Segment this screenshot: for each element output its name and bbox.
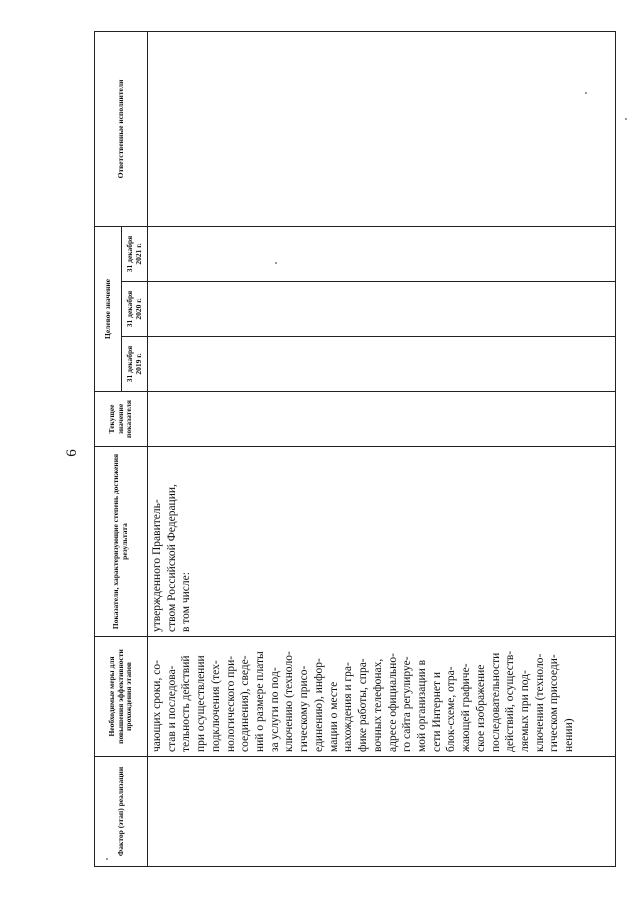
header-measures: Необходимые меры для повышения эффективности прохождения этапов bbox=[95, 637, 148, 757]
header-responsible: Ответственные исполнители bbox=[95, 31, 148, 226]
header-indicator: Показатели, характеризующие степень достижения результата bbox=[95, 447, 148, 637]
header-target-value: Целевое значение bbox=[95, 226, 122, 391]
cell-target-2020 bbox=[148, 282, 616, 337]
cell-factor bbox=[148, 757, 616, 867]
cell-responsible bbox=[148, 31, 616, 226]
cell-measures-text: чающих сроки, со- став и последова- тельность действий при осуществлении подключения (тех- нологического при- соединения), сведе- ний о размере платы за услуги по под- ключению (техноло- гическому присо- единению), инфор- мации о месте нахождения и гра- фике работы, спра- вочных телефонах, адресе официально- го сайта регулируе- мой организации в сети Интернет и блок-схеме, отра- жающей графиче- ское изображение последовательности действий, осуществ- ляемых при под- ключении (техноло- гическом присоеди- нении) bbox=[151, 650, 576, 752]
rotated-page-content bbox=[94, 32, 616, 867]
cell-current-value bbox=[148, 392, 616, 447]
header-target-2021: 31 декабря 2021 г. bbox=[122, 226, 148, 281]
header-target-2020: 31 декабря 2020 г. bbox=[122, 282, 148, 337]
results-table bbox=[94, 31, 616, 867]
cell-target-2021 bbox=[148, 226, 616, 281]
scan-speck bbox=[625, 118, 627, 120]
header-current-value: Текущее значение показателя bbox=[95, 392, 148, 447]
cell-measures bbox=[148, 637, 616, 757]
cell-indicator bbox=[148, 447, 616, 637]
page-number: 6 bbox=[64, 449, 80, 457]
cell-indicator-text: утвержденного Правитель- ством Российской Федерации, в том числе: bbox=[151, 484, 193, 632]
header-factor: Фактор (этап) реализации bbox=[95, 757, 148, 867]
header-target-2019: 31 декабря 2019 г. bbox=[122, 337, 148, 392]
cell-target-2019 bbox=[148, 337, 616, 392]
